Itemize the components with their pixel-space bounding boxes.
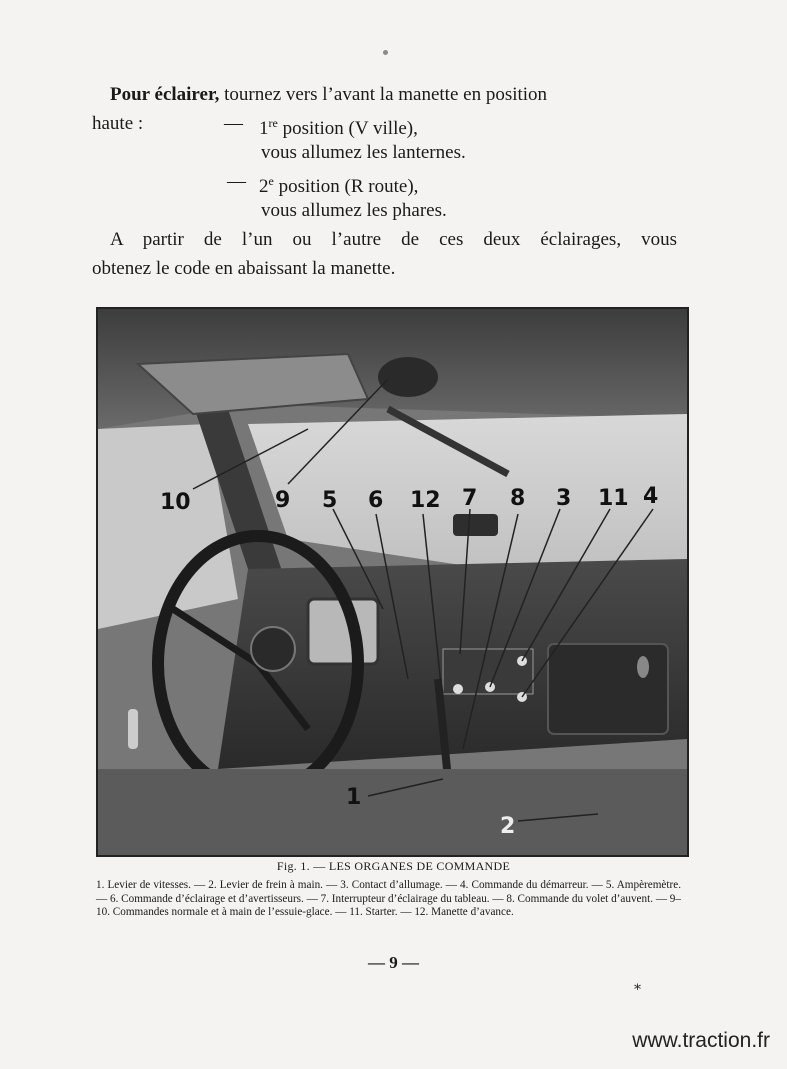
- callout-label-6: 6: [368, 488, 384, 513]
- line1-rest: tournez vers l’avant la manette en position: [219, 84, 548, 105]
- paragraph1-line1: [92, 80, 692, 109]
- position2-rest: position (R route),: [273, 176, 419, 197]
- callout-label-9: 9: [275, 488, 291, 513]
- callout-label-8: 8: [510, 486, 526, 511]
- door-handle: [128, 709, 138, 749]
- position1-rest: position (V ville),: [277, 118, 418, 139]
- paragraph2-line1: A partir de l’un ou l’autre de ces deux éclairages, vous: [110, 229, 677, 250]
- callout-label-11: 11: [598, 486, 629, 511]
- position1-result: vous allumez les lanternes.: [261, 142, 466, 163]
- callout-label-7: 7: [462, 486, 478, 511]
- figure-legend: 1. Levier de vitesses. — 2. Levier de frein à main. — 3. Contact d’allumage. — 4. Commande du démarreur. — 5. Ampèremètre. — 6. Commande d’éclairage et d’avertisseurs. — 7. Interrupteur d’éclairage du tableau. — 8. Commande du volet d’auvent. — 9–10. Commandes normale et à main de l’essuie-glace. — 11. Starter. — 12. Manette d’avance.: [96, 879, 681, 919]
- callout-label-1: 1: [346, 785, 362, 810]
- position1-superscript: re: [268, 116, 278, 130]
- callout-label-3: 3: [556, 486, 572, 511]
- page-number: — 9 —: [368, 953, 419, 972]
- rear-view-mirror: [453, 514, 498, 536]
- position1-number: 1: [259, 118, 269, 139]
- dashboard-illustration: [98, 309, 687, 855]
- paragraph2-line2: obtenez le code en abaissant la manette.: [92, 258, 396, 279]
- position2-number: 2: [259, 176, 269, 197]
- position2-superscript: e: [268, 174, 274, 188]
- ink-speck: [383, 50, 388, 55]
- position2-result: vous allumez les phares.: [261, 200, 447, 221]
- haute-label: haute :: [92, 113, 144, 134]
- body-text: [92, 80, 692, 283]
- glove-box-knob: [637, 656, 649, 678]
- dash-2: —: [227, 171, 246, 192]
- callout-label-2: 2: [500, 814, 516, 839]
- callout-label-4: 4: [643, 484, 659, 509]
- paragraph1-line2: [92, 109, 692, 138]
- paragraph1-line3: [92, 138, 692, 167]
- lead-bold-text: Pour éclairer,: [110, 84, 220, 105]
- switch-knob: [453, 684, 463, 694]
- glove-box: [548, 644, 668, 734]
- figure-caption: Fig. 1. — LES ORGANES DE COMMANDE: [276, 859, 511, 873]
- paragraph1-line4: [92, 167, 692, 196]
- star-mark: *: [634, 982, 641, 998]
- wiper-motor: [378, 357, 438, 397]
- callout-label-12: 12: [410, 488, 441, 513]
- paragraph1-line5: [92, 196, 692, 225]
- website-watermark: www.traction.fr: [632, 1029, 770, 1052]
- dash-1: —: [224, 113, 243, 134]
- dashboard-photo: [96, 307, 689, 857]
- floor: [98, 769, 687, 855]
- callout-label-5: 5: [322, 488, 338, 513]
- callout-label-10: 10: [160, 490, 191, 515]
- horn-button: [251, 627, 295, 671]
